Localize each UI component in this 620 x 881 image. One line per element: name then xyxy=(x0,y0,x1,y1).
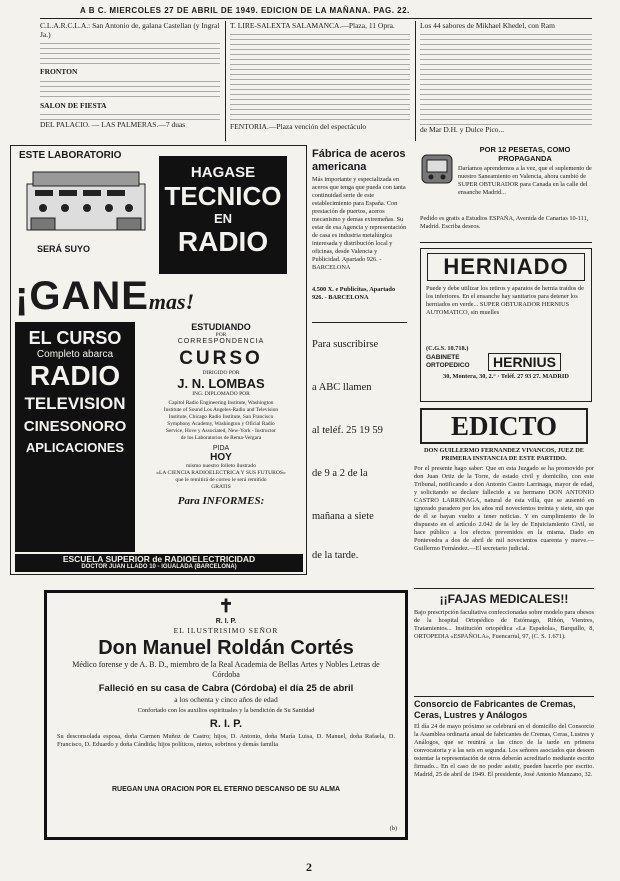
ad-laboratorio-top: ESTE LABORATORIO xyxy=(19,150,122,161)
herniado-body: Puede y debe utilizar los retiros y aparatos de hernia traídos de los inferiores. En el ensanche hay sanitarios para detener los herniados en verde... SUPER OBTURADOR HERNIUS AUTOMATICO, sin muelles xyxy=(426,285,584,316)
obituary-rip-top: R. I. P. xyxy=(215,618,237,625)
top-left-heading-salon: SALON DE FIESTA xyxy=(40,100,107,110)
en-word: EN xyxy=(213,211,233,226)
fajas-rule xyxy=(414,696,594,697)
institutes-list: Capitol Radio Engineering Institute, Washington Institute of Sound Los Angeles-Radio and Television Institute, Chicago Radio Institute, San Francisco Symphony Academy, Washington y Oficial Radio Service, Hove y Associated, New-York - Instructor de los Laboratorios de Rema-Vergara xyxy=(163,400,279,441)
fabrica-title: Fábrica de aceros americana xyxy=(312,148,406,173)
hoy-word: HOY xyxy=(210,452,232,463)
fabrica-body: Más importante y especializada en aceros que tenga que pueda con tanta continuidad serie de este establecimiento para España. Con prestación de puertos, aceros mecanismo y demas extremeñas. Su estar de esa Agencia y representación de casa es industria metalúrgica interesada y distribución local y oficinas, desde Valencia y Publicidad. Apartado 926. - BARCELONA xyxy=(312,176,407,271)
top-left-text-block-3 xyxy=(40,110,220,120)
fajas-title: ¡¡FAJAS MEDICALES!! xyxy=(439,592,569,606)
fajas-body: Bajo prescripción facultativa confeccionadas sobre modelo para obesos de la hospital Ortopédico de Estómago, Riñón, Vientres, Tratamientos... Institución ortopédica «La Española», Barquillo, 8, ORTOPEDIA «ESPAÑOLA», Fuencarral, 97, (C. S. 1.671). xyxy=(414,609,594,640)
correspondencia-word: CORRESPONDENCIA xyxy=(177,338,265,345)
page-footer-mark: 2 xyxy=(306,860,312,874)
consorcio-title: Consorcio de Fabricantes de Cremas, Ceras, Lustres y Análogos xyxy=(414,699,576,720)
curso-details xyxy=(141,322,301,507)
radio-course-ad xyxy=(10,145,307,575)
edicto-subtitle: DON GUILLERMO FERNANDEZ VIVANCOS, JUEZ DE PRIMERA INSTANCIA DE ESTE PARTIDO. xyxy=(423,447,584,462)
top-left-line-1: C.L.A.R.C.L.A.: San Antonio de, galana Castellan (y Ingral Ja.) xyxy=(40,21,220,40)
suscribirse-line-1: Para suscribirse xyxy=(312,339,379,350)
dirigido-por: DIRIGIDO POR xyxy=(202,370,240,376)
tecnico-word: TECNICO xyxy=(164,181,282,211)
suscribirse-line-2: a ABC llamen xyxy=(312,382,372,393)
laboratory-desk-illustration xyxy=(25,166,147,236)
estudiando-word: ESTUDIANDO xyxy=(191,322,251,332)
top-left-text-block-1 xyxy=(40,39,220,67)
completo-abarca-word: Completo abarca xyxy=(36,349,114,360)
ad-sera-suyo: SERÁ SUYO xyxy=(37,244,91,254)
fabrica-price: 4.500 X. e Publicitas, Apartado 926. - BARCELONA xyxy=(312,286,396,301)
radio-word: RADIO xyxy=(177,226,269,257)
ing-diplomado: ING. DIPLOMADO POR xyxy=(192,391,250,397)
header-rule xyxy=(40,18,592,19)
gane-word: ¡GANE xyxy=(15,274,149,318)
para-informes: Para INFORMES: xyxy=(177,495,265,507)
top-right-text-block xyxy=(420,30,592,125)
herniado-hernius: HERNIUS xyxy=(488,353,561,371)
top-middle-text-block xyxy=(230,30,410,122)
obituary-confortado: Confortado con los auxilios espirituales y la bendición de Su Santidad xyxy=(137,707,315,714)
obituary-sign: (b) xyxy=(389,825,397,832)
top-right-first-line: Los 44 sabores de Mikhael Khedel, con Ram xyxy=(420,21,555,30)
escuela-band xyxy=(15,554,303,572)
consorcio-ad xyxy=(414,699,594,857)
pesetas-title: POR 12 PESETAS, COMO PROPAGANDA xyxy=(479,145,571,163)
aplicaciones-word: APLICACIONES xyxy=(25,440,125,455)
obituary-name: Don Manuel Roldán Cortés xyxy=(98,637,354,659)
top-right-last-line: de Mar D.H. y Dulce Pico... xyxy=(420,125,505,135)
top-rule-2 xyxy=(415,21,416,141)
hoy-text: mismo nuestro folleto ilustrado «LA CIENCIA RADIOELECTRICA Y SUS FUTUROS» que le remitirá de correo le será remitido GRATIS xyxy=(156,463,286,490)
suscribirse-line-5: mañana a siete xyxy=(312,511,374,522)
suscribirse-ad xyxy=(312,330,407,578)
radio-big-word: RADIO xyxy=(29,360,121,391)
suscribirse-line-4: de 9 a 2 de la xyxy=(312,468,368,479)
top-middle-last-line: FENTORIA.—Plaza vención del espectáculo xyxy=(230,122,367,132)
edicto-ad xyxy=(414,408,594,586)
herniado-gabinete-row xyxy=(421,353,591,371)
gane-mas-headline xyxy=(15,274,305,318)
top-middle-first-line: T. LIRE-SALEXTA SALAMANCA.—Plaza, 11 Opra. xyxy=(230,21,395,30)
obituary-fallecio: Falleció en su casa de Cabra (Córdoba) el día 25 de abril xyxy=(98,683,354,694)
obituary-ilustre: EL ILUSTRISIMO SEÑOR xyxy=(173,626,279,635)
edicto-body: Por el presente hago saber: Que en esta Juzgado se ha promovido por don Juan Ortiz de la Torre, de estado civil y domicilio, con este Tribunal, notificando a don Antonio Castro Larrinaga, mayor de edad, y solicitando se declare fallecido a su hermano DON ANTONIO CASTRO LARRINAGA, natural de esta villa, que se ausentó en ignorado paradero por los años mil novecientos treinta y siete, sin que de él se hayan vuelto a tener noticias. Y en cumplimiento de lo dispuesto en el artículo 2.042 de la ley de Enjuiciamiento Civil, se hace público a los efectos prevenidos en la misma. Dado en Pontevedra a dos de abril de mil novecientos cuarenta y nueve.—Guillermo Fernández.—El secretario judicial. xyxy=(414,465,594,552)
obituary-edad: a los ochenta y cinco años de edad xyxy=(174,695,278,704)
top-left-last-line: DEL PALACIO. — LAS PALMERAS.—7 duas xyxy=(40,119,186,129)
fabrica-rule xyxy=(312,322,407,323)
herniado-cgs: (C.G.S. 10.718.) xyxy=(426,345,469,352)
curso-abarca-panel xyxy=(15,322,135,552)
top-right-column xyxy=(420,21,592,134)
radio-set-illustration xyxy=(420,151,454,187)
fabrica-aceros-ad xyxy=(312,148,407,318)
escuela-direccion: DOCTOR JUAN LLADO 10 - IGUALADA (BARCELONA) xyxy=(81,564,237,570)
obituary-cross: ✝ xyxy=(218,596,234,616)
pesetas-rule xyxy=(420,242,592,243)
por-word: POR xyxy=(215,332,227,338)
top-left-column xyxy=(40,21,220,129)
suscribirse-line-3: al teléf. 25 19 59 xyxy=(312,425,383,436)
hagase-tecnico-box xyxy=(159,156,287,274)
television-word: TELEVISION xyxy=(24,394,126,413)
obituary-ruegan: RUEGAN UNA ORACION POR EL ETERNO DESCANSO DE SU ALMA xyxy=(111,786,341,793)
hagase-word: HAGASE xyxy=(190,164,256,181)
herniado-address: 30, Montera, 30, 2.° · Teléf. 27 93 27. MADRID xyxy=(443,373,569,380)
pesetas-body: Daríamos aprendemos a la vez, que el suplemento de nuestro Saneamiento en Valencia, ahora cambió de SUPER OBTURADOR para Canada en la calle del ensanche Madrid... xyxy=(458,165,592,196)
pida-word: PIDA xyxy=(212,445,230,452)
edicto-rule xyxy=(414,588,594,589)
el-curso-word: EL CURSO xyxy=(28,328,122,348)
herniado-ad xyxy=(420,248,592,402)
top-rule-1 xyxy=(225,21,226,141)
top-left-text-block-2 xyxy=(40,77,220,101)
lombas-name: J. N. LOMBAS xyxy=(177,376,265,391)
obituary-desc: Médico forense y de A. B. D., miembro de la Real Academia de Bellas Artes y Nobles Letras de Córdoba xyxy=(72,660,380,679)
consorcio-body: El día 24 de mayo próximo se celebrará en el domicilio del Consorcio la Asamblea ordinaria anual de fabricantes de Cremas, Ceras, Lustres y Análogos, que se reunirá a las cinco de la tarde en primera convocatoria y a las seis en segunda. Los señores asociados que deseen ostentar la representación de otros deberán acreditarlo mediante escrito firmado... En el caso de no poder asistir, pueden hacerlo por escrito. Madrid, 25 de abril de 1949. El presidente, José Antonio Manzano, 32. xyxy=(414,723,594,778)
herniado-title: HERNIADO xyxy=(427,253,585,281)
curso-title: CURSO xyxy=(179,348,263,369)
escuela-name: ESCUELA SUPERIOR de RADIOELECTRICIDAD xyxy=(62,554,256,564)
cinesonoro-word: CINESONORO xyxy=(23,418,127,435)
page-header: A B C. MIERCOLES 27 DE ABRIL DE 1949. EDICION DE LA MAÑANA. PAG. 22. xyxy=(80,6,410,15)
doce-pesetas-ad xyxy=(420,145,592,240)
obituary-rip: R. I. P. xyxy=(209,718,243,730)
mas-word: mas! xyxy=(148,289,195,314)
edicto-title: EDICTO xyxy=(420,408,588,444)
pesetas-end: Pedido es gratis a Estudios ESPAÑA, Avenida de Canarias 10-111, Madrid. Escriba deseos. xyxy=(420,215,589,230)
herniado-gabinete: GABINETE ORTOPEDICO xyxy=(426,354,470,369)
obituary-notice xyxy=(44,590,408,840)
fajas-ad xyxy=(414,592,594,694)
top-middle-column xyxy=(230,21,410,131)
obituary-family: Su desconsolada esposa, doña Carmen Muñoz de Castro; hijos, D. Antonio, doña María Luisa, D. Manuel, doña Rafaela, D. Francisco, D. Eduardo y doña Cándida; hijos políticos, nietos, sobrinos y demás familia xyxy=(57,733,395,748)
top-left-heading-frontón: FRONTON xyxy=(40,67,78,77)
suscribirse-line-6: de la tarde. xyxy=(312,550,359,561)
